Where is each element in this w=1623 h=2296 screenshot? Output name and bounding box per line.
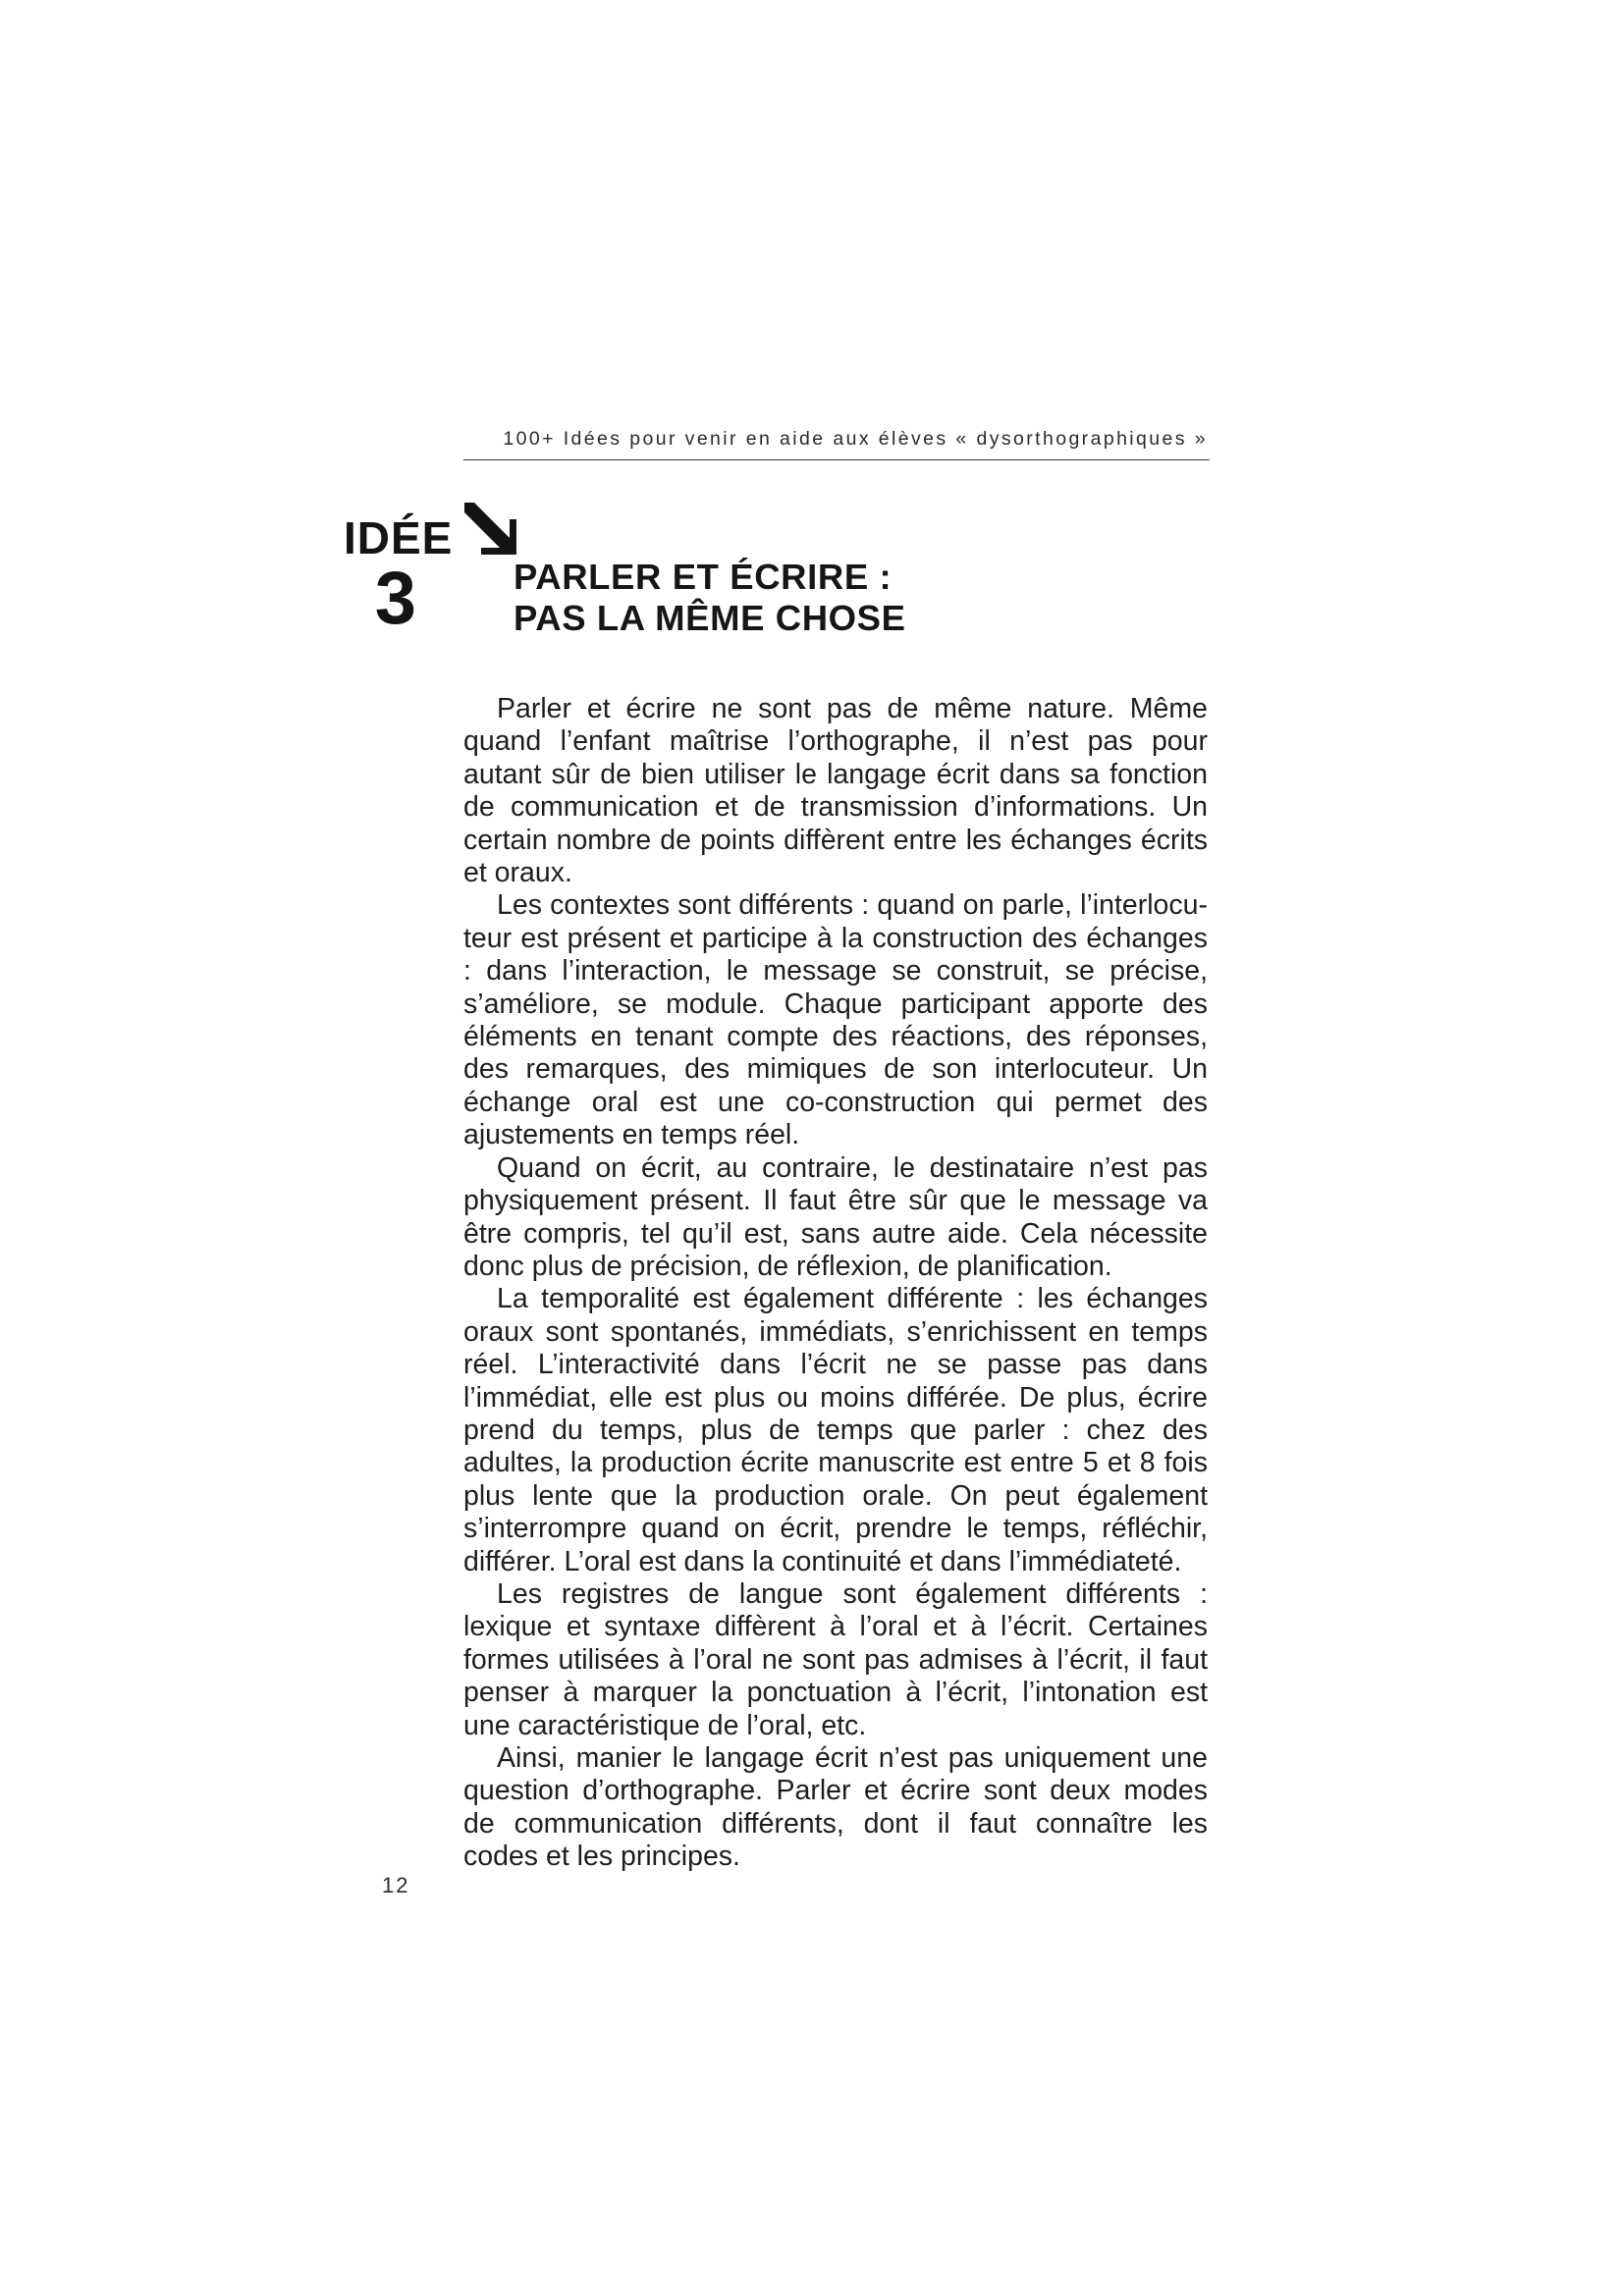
arrow-down-right-icon — [460, 500, 518, 559]
paragraph: Ainsi, manier le langage écrit n’est pas uniquement une question d’orthographe. Parler et écrire sont deux modes de communication différents, dont il faut connaître les codes et les principes. — [463, 1742, 1208, 1873]
chapter-title — [514, 557, 906, 639]
paragraph: Parler et écrire ne sont pas de même nature. Même quand l’enfant maîtrise l’orthographe, il n’est pas pour autant sûr de bien utiliser le langage écrit dans sa fonction de communication et de transmission d’informations. Un certain nombre de points diffèrent entre les échanges écrits et oraux. — [463, 693, 1208, 889]
running-header: 100+ Idées pour venir en aide aux élèves « dysorthographiques » — [503, 428, 1208, 450]
paragraph: Quand on écrit, au contraire, le destinataire n’est pas physiquement présent. Il faut être sûr que le message va être compris, tel qu’il est, sans autre aide. Cela nécessite donc plus de précision, de réflexion, de planification. — [463, 1151, 1208, 1282]
body-text — [463, 693, 1208, 1874]
paragraph: La temporalité est également différente : les échanges oraux sont spontanés, immédiats, s’enrichissent en temps réel. L’interactivité dans l’écrit ne se passe pas dans l’immédiat, elle est plus ou moins différée. De plus, écrire prend du temps, plus de temps que parler : chez des adultes, la production écrite manuscrite est entre 5 et 8 fois plus lente que la production orale. On peut également s’interrompre quand on écrit, prendre le temps, réfléchir, différer. L’oral est dans la continuité et dans l’immédiateté. — [463, 1283, 1208, 1577]
paragraph: Les registres de langue sont également différents : lexique et syntaxe diffèrent à l’oral et à l’écrit. Certaines formes utilisées à l’oral ne sont pas admises à l’écrit, il faut penser à marquer la ponctuation à l’écrit, l’intonation est une caractéristique de l’oral, etc. — [463, 1577, 1208, 1741]
idea-number: 3 — [374, 557, 416, 640]
paragraph: Les contextes sont différents : quand on parle, l’interlocuteur est présent et participe à la construction des échanges : dans l’interaction, le message se construit, se précise, s’améliore, se module. Chaque participant apporte des éléments en tenant compte des réactions, des réponses, des remarques, des mimiques de son interlocuteur. Un échange oral est une co-construction qui permet des ajustements en temps réel. — [463, 889, 1208, 1151]
header-rule — [463, 459, 1210, 460]
page-number: 12 — [382, 1873, 410, 1897]
chapter-title-line-1: PARLER ET ÉCRIRE : — [514, 557, 893, 597]
idea-label: IDÉE — [344, 512, 454, 563]
chapter-title-line-2: PAS LA MÊME CHOSE — [514, 598, 906, 638]
